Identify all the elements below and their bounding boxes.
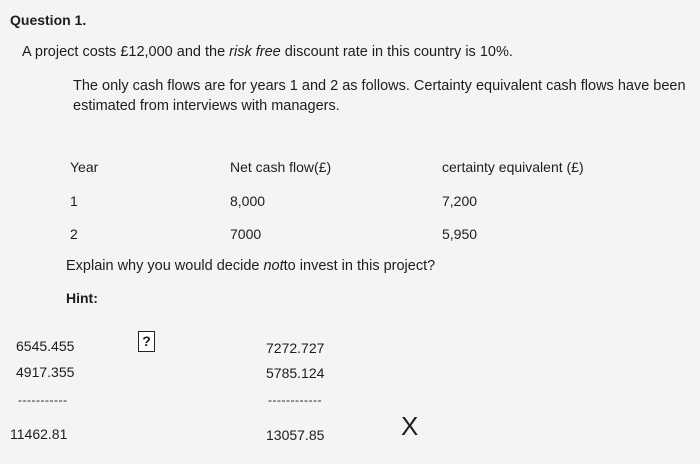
explain-prefix: Explain why you would decide	[66, 258, 264, 274]
intro-sentence	[22, 44, 513, 60]
x-mark: X	[401, 411, 419, 441]
question-mark-box: ?	[138, 331, 155, 352]
question-title: Question 1.	[10, 12, 87, 28]
row1-year: 1	[70, 193, 78, 209]
right-calc-separator: ------------	[268, 393, 322, 407]
left-calc-total: 11462.81	[10, 426, 68, 442]
intro-suffix: discount rate in this country is 10%.	[280, 44, 513, 60]
row2-year: 2	[70, 226, 78, 242]
header-year: Year	[70, 159, 99, 175]
explain-question	[66, 258, 435, 274]
row2-net-cash-flow: 7000	[230, 226, 262, 242]
cash-flow-paragraph: The only cash flows are for years 1 and 2 as follows. Certainty equivalent cash flows have been estimated from interviews with managers.	[73, 78, 686, 114]
row1-certainty-equivalent: 7,200	[442, 193, 478, 209]
right-calc-line1: 7272.727	[266, 340, 325, 356]
hint-label: Hint:	[66, 290, 98, 306]
left-calc-line1: 6545.455	[16, 338, 75, 354]
left-calc-line2: 4917.355	[16, 364, 75, 380]
right-calc-line2: 5785.124	[266, 365, 325, 381]
explain-italic: not	[263, 258, 284, 274]
header-net-cash-flow: Net cash flow(£)	[230, 159, 332, 175]
intro-italic: risk free	[229, 44, 281, 60]
right-calc-total: 13057.85	[266, 427, 325, 443]
intro-prefix: A project costs £12,000 and the	[22, 44, 230, 60]
row1-net-cash-flow: 8,000	[230, 193, 266, 209]
row2-certainty-equivalent: 5,950	[442, 226, 478, 242]
header-certainty-equivalent: certainty equivalent (£)	[442, 159, 584, 175]
left-calc-separator: -----------	[18, 393, 68, 407]
explain-suffix: to invest in this project?	[283, 258, 436, 274]
